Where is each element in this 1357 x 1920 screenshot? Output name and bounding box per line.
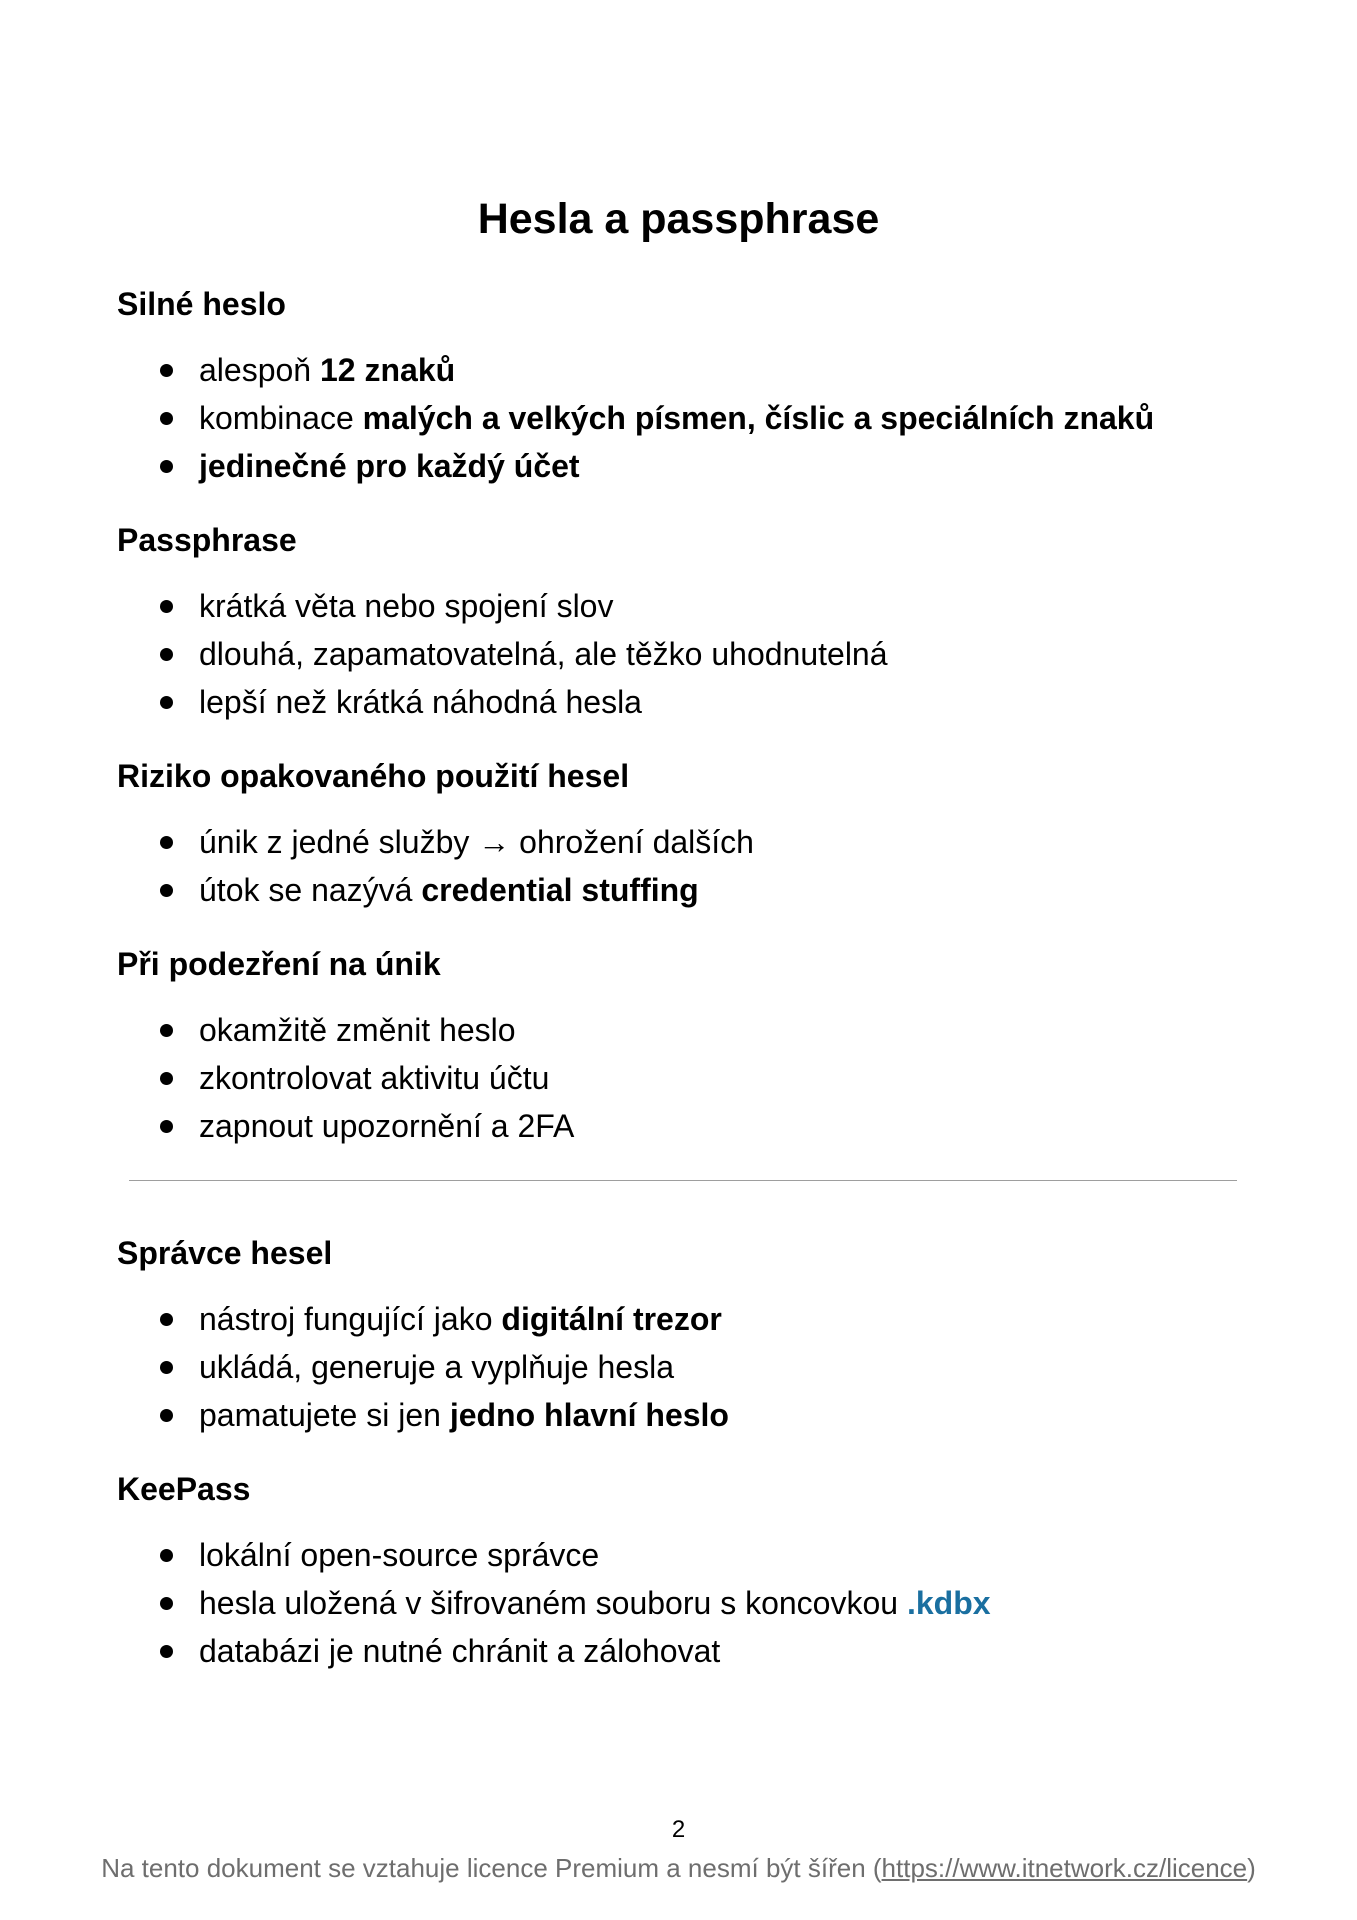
list-item [117, 678, 1257, 726]
bullet-icon [160, 836, 173, 849]
bullet-icon [160, 1409, 173, 1422]
bullet-icon [160, 648, 173, 661]
list-item [117, 582, 1257, 630]
list-item [117, 1102, 1257, 1150]
bullet-icon [160, 1549, 173, 1562]
list-item [117, 1054, 1257, 1102]
bullet-icon [160, 1361, 173, 1374]
horizontal-divider [129, 1180, 1237, 1181]
item-text: databázi je nutné chránit a zálohovat [199, 1633, 721, 1669]
bold-text: jedinečné pro každý účet [199, 448, 580, 484]
bullet-icon [160, 1645, 173, 1658]
bullet-icon [160, 412, 173, 425]
item-text: lokální open-source správce [199, 1537, 600, 1573]
section-heading: Silné heslo [117, 286, 286, 322]
list-item [117, 630, 1257, 678]
sections-bottom [117, 1233, 1257, 1675]
footer-text: Na tento dokument se vztahuje licence Premium a nesmí být šířen ( [101, 1853, 882, 1883]
section-heading: Správce hesel [117, 1235, 333, 1271]
list-item [117, 1295, 1257, 1343]
bullet-list [117, 1295, 1257, 1439]
bullet-icon [160, 600, 173, 613]
page-number: 2 [671, 1816, 686, 1843]
item-text: krátká věta nebo spojení slov [199, 588, 614, 624]
item-text: ukládá, generuje a vyplňuje hesla [199, 1349, 674, 1385]
bullet-list [117, 1006, 1257, 1150]
item-text: okamžitě změnit heslo [199, 1012, 516, 1048]
item-text: zapnout upozornění a 2FA [199, 1108, 575, 1144]
page-title: Hesla a passphrase [477, 195, 880, 243]
item-text: útok se nazývá [199, 872, 422, 908]
item-text: nástroj fungující jako [199, 1301, 502, 1337]
item-text: hesla uložená v šifrovaném souboru s koncovkou [199, 1585, 907, 1621]
bold-text: 12 znaků [319, 352, 456, 388]
bullet-icon [160, 1597, 173, 1610]
list-item [117, 394, 1257, 442]
section-heading: Při podezření na únik [117, 946, 441, 982]
bold-text: jedno hlavní heslo [449, 1397, 729, 1433]
bold-text: .kdbx [906, 1585, 991, 1621]
license-footer [0, 1852, 1357, 1884]
document-body [117, 284, 1257, 1705]
item-text: dlouhá, zapamatovatelná, ale těžko uhodnutelná [199, 636, 888, 672]
bold-text: credential stuffing [421, 872, 699, 908]
bullet-list [117, 346, 1257, 490]
bullet-list [117, 1531, 1257, 1675]
sections-top [117, 284, 1257, 1150]
bullet-icon [160, 460, 173, 473]
bullet-icon [160, 696, 173, 709]
bold-text: malých a velkých písmen, číslic a speciálních znaků [362, 400, 1155, 436]
list-item [117, 818, 1257, 866]
bullet-icon [160, 364, 173, 377]
item-text: lepší než krátká náhodná hesla [199, 684, 642, 720]
list-item [117, 1006, 1257, 1054]
bullet-icon [160, 1072, 173, 1085]
bullet-list [117, 818, 1257, 914]
list-item [117, 1391, 1257, 1439]
bullet-icon [160, 1024, 173, 1037]
bullet-icon [160, 1120, 173, 1133]
section-heading: Riziko opakovaného použití hesel [117, 758, 630, 794]
list-item [117, 442, 1257, 490]
list-item [117, 1343, 1257, 1391]
item-text: únik z jedné služby → ohrožení dalších [199, 824, 754, 860]
list-item [117, 346, 1257, 394]
list-item [117, 866, 1257, 914]
item-text: kombinace [199, 400, 363, 436]
list-item [117, 1627, 1257, 1675]
bold-text: digitální trezor [501, 1301, 722, 1337]
bullet-list [117, 582, 1257, 726]
section-heading: Passphrase [117, 522, 297, 558]
list-item [117, 1579, 1257, 1627]
footer-closing: ) [1247, 1853, 1256, 1883]
item-text: zkontrolovat aktivitu účtu [199, 1060, 550, 1096]
bullet-icon [160, 1313, 173, 1326]
bullet-icon [160, 884, 173, 897]
list-item [117, 1531, 1257, 1579]
section-heading: KeePass [117, 1471, 251, 1507]
item-text: alespoň [199, 352, 320, 388]
license-link[interactable]: https://www.itnetwork.cz/licence [881, 1853, 1248, 1883]
item-text: pamatujete si jen [199, 1397, 450, 1433]
